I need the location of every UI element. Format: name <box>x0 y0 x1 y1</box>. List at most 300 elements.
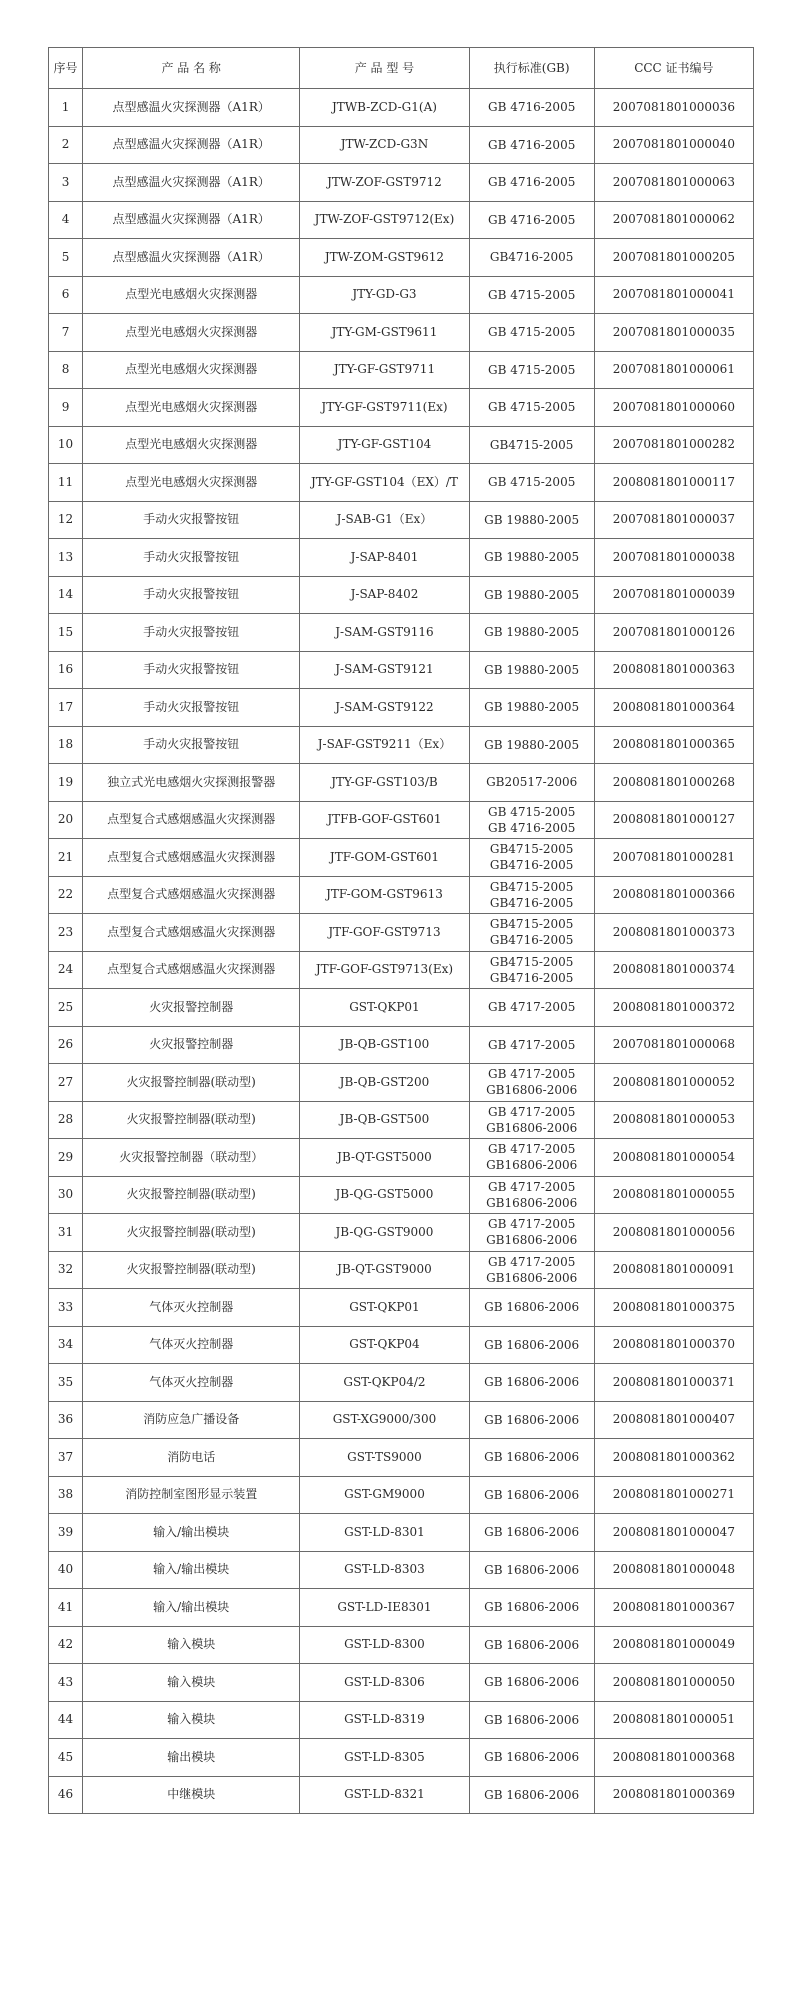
row-product-name: 输入模块 <box>83 1664 300 1702</box>
row-seq: 17 <box>49 689 83 727</box>
standard-line: GB4716-2005 <box>489 858 574 873</box>
standard-line: GB 19880-2005 <box>484 625 580 640</box>
row-product-name: 火灾报警控制器(联动型) <box>83 1176 300 1214</box>
standard-line: GB 19880-2005 <box>484 587 580 602</box>
row-standard <box>469 876 594 914</box>
row-product-model: GST-QKP04/2 <box>300 1364 469 1402</box>
standard-line: GB16806-2006 <box>486 1083 578 1098</box>
row-standard <box>469 201 594 239</box>
standard-line: GB 16806-2006 <box>484 1300 580 1315</box>
row-product-name: 点型光电感烟火灾探测器 <box>83 389 300 427</box>
standard-line: GB4716-2005 <box>489 933 574 948</box>
row-product-name: 输出模块 <box>83 1739 300 1777</box>
table-row <box>49 1776 754 1814</box>
row-product-model: GST-LD-8301 <box>300 1514 469 1552</box>
row-ccc-cert: 2007081801000041 <box>594 276 753 314</box>
row-ccc-cert: 2008081801000363 <box>594 651 753 689</box>
table-row <box>49 314 754 352</box>
row-product-name: 手动火灾报警按钮 <box>83 539 300 577</box>
row-standard <box>469 1364 594 1402</box>
row-product-model: JTFB-GOF-GST601 <box>300 801 469 839</box>
row-product-model: J-SAM-GST9116 <box>300 614 469 652</box>
row-seq: 12 <box>49 501 83 539</box>
table-header-row <box>49 48 754 89</box>
standard-line: GB 4716-2005 <box>487 820 576 835</box>
row-product-name: 消防应急广播设备 <box>83 1401 300 1439</box>
row-ccc-cert: 2008081801000049 <box>594 1626 753 1664</box>
row-product-model: JTF-GOM-GST601 <box>300 839 469 877</box>
table-row <box>49 1214 754 1252</box>
table-row <box>49 651 754 689</box>
row-seq: 35 <box>49 1364 83 1402</box>
standard-line: GB 16806-2006 <box>484 1487 580 1502</box>
standard-line: GB 4715-2005 <box>487 325 576 340</box>
table-row <box>49 1551 754 1589</box>
row-seq: 43 <box>49 1664 83 1702</box>
row-standard <box>469 576 594 614</box>
standard-line: GB 16806-2006 <box>484 1675 580 1690</box>
row-product-name: 气体灭火控制器 <box>83 1364 300 1402</box>
row-standard <box>469 764 594 802</box>
row-seq: 29 <box>49 1139 83 1177</box>
standard-line: GB 19880-2005 <box>484 737 580 752</box>
row-ccc-cert: 2008081801000373 <box>594 914 753 952</box>
row-standard <box>469 1439 594 1477</box>
row-seq: 9 <box>49 389 83 427</box>
header-ccc-cert: CCC 证书编号 <box>594 48 753 89</box>
table-row <box>49 839 754 877</box>
standard-line: GB 4717-2005 <box>487 1217 576 1232</box>
row-product-name: 输入/输出模块 <box>83 1589 300 1627</box>
row-product-name: 点型复合式感烟感温火灾探测器 <box>83 876 300 914</box>
row-product-name: 点型复合式感烟感温火灾探测器 <box>83 801 300 839</box>
standard-line: GB4715-2005 <box>489 879 574 894</box>
table-row <box>49 1101 754 1139</box>
table-row <box>49 876 754 914</box>
standard-line: GB 4717-2005 <box>487 1179 576 1194</box>
standard-line: GB16806-2006 <box>486 1120 578 1135</box>
table-row <box>49 1739 754 1777</box>
table-row <box>49 764 754 802</box>
standard-line: GB 16806-2006 <box>484 1337 580 1352</box>
standard-line: GB4715-2005 <box>489 842 574 857</box>
row-ccc-cert: 2008081801000271 <box>594 1476 753 1514</box>
row-seq: 31 <box>49 1214 83 1252</box>
row-ccc-cert: 2008081801000371 <box>594 1364 753 1402</box>
row-seq: 19 <box>49 764 83 802</box>
row-product-name: 中继模块 <box>83 1776 300 1814</box>
row-ccc-cert: 2008081801000054 <box>594 1139 753 1177</box>
table-row <box>49 914 754 952</box>
row-ccc-cert: 2008081801000050 <box>594 1664 753 1702</box>
table-row <box>49 1589 754 1627</box>
row-standard <box>469 1101 594 1139</box>
standard-line: GB 4717-2005 <box>487 1000 576 1015</box>
row-ccc-cert: 2008081801000369 <box>594 1776 753 1814</box>
row-ccc-cert: 2008081801000055 <box>594 1176 753 1214</box>
row-seq: 26 <box>49 1026 83 1064</box>
standard-line: GB16806-2006 <box>486 1195 578 1210</box>
row-standard <box>469 1176 594 1214</box>
row-product-model: GST-LD-8303 <box>300 1551 469 1589</box>
table-row <box>49 539 754 577</box>
row-product-model: JTY-GF-GST9711 <box>300 351 469 389</box>
row-product-model: JTY-GF-GST104（EX）/T <box>300 464 469 502</box>
row-standard <box>469 1739 594 1777</box>
table-row <box>49 1326 754 1364</box>
row-seq: 27 <box>49 1064 83 1102</box>
row-ccc-cert: 2007081801000068 <box>594 1026 753 1064</box>
row-ccc-cert: 2008081801000268 <box>594 764 753 802</box>
row-product-model: JB-QB-GST500 <box>300 1101 469 1139</box>
row-standard <box>469 801 594 839</box>
row-standard <box>469 1401 594 1439</box>
row-product-model: JTWB-ZCD-G1(A) <box>300 89 469 127</box>
row-product-name: 手动火灾报警按钮 <box>83 651 300 689</box>
row-product-model: GST-LD-8321 <box>300 1776 469 1814</box>
row-product-name: 点型光电感烟火灾探测器 <box>83 426 300 464</box>
row-ccc-cert: 2007081801000037 <box>594 501 753 539</box>
row-seq: 38 <box>49 1476 83 1514</box>
row-ccc-cert: 2008081801000091 <box>594 1251 753 1289</box>
standard-line: GB 4717-2005 <box>487 1067 576 1082</box>
standard-line: GB 4716-2005 <box>487 175 576 190</box>
table-row <box>49 501 754 539</box>
standard-line: GB 16806-2006 <box>484 1637 580 1652</box>
standard-line: GB 4715-2005 <box>487 804 576 819</box>
table-row <box>49 351 754 389</box>
table-row <box>49 614 754 652</box>
row-product-name: 点型复合式感烟感温火灾探测器 <box>83 914 300 952</box>
table-row <box>49 1476 754 1514</box>
table-row <box>49 1139 754 1177</box>
row-seq: 46 <box>49 1776 83 1814</box>
row-product-model: GST-GM9000 <box>300 1476 469 1514</box>
row-seq: 25 <box>49 989 83 1027</box>
row-standard <box>469 1514 594 1552</box>
row-ccc-cert: 2007081801000205 <box>594 239 753 277</box>
table-row <box>49 426 754 464</box>
row-product-model: GST-LD-8306 <box>300 1664 469 1702</box>
row-standard <box>469 89 594 127</box>
row-seq: 18 <box>49 726 83 764</box>
row-seq: 34 <box>49 1326 83 1364</box>
row-ccc-cert: 2008081801000053 <box>594 1101 753 1139</box>
table-row <box>49 389 754 427</box>
row-ccc-cert: 2007081801000060 <box>594 389 753 427</box>
row-ccc-cert: 2007081801000126 <box>594 614 753 652</box>
table-body <box>49 89 754 1814</box>
row-standard <box>469 1026 594 1064</box>
row-standard <box>469 1701 594 1739</box>
row-standard <box>469 164 594 202</box>
header-standard: 执行标准(GB) <box>469 48 594 89</box>
row-product-name: 点型光电感烟火灾探测器 <box>83 464 300 502</box>
row-seq: 10 <box>49 426 83 464</box>
row-seq: 2 <box>49 126 83 164</box>
standard-line: GB4715-2005 <box>489 437 574 452</box>
row-seq: 3 <box>49 164 83 202</box>
row-seq: 21 <box>49 839 83 877</box>
row-seq: 44 <box>49 1701 83 1739</box>
row-seq: 7 <box>49 314 83 352</box>
row-product-model: GST-LD-8300 <box>300 1626 469 1664</box>
row-product-model: JB-QB-GST200 <box>300 1064 469 1102</box>
table-row <box>49 239 754 277</box>
row-standard <box>469 1626 594 1664</box>
table-row <box>49 726 754 764</box>
row-product-model: JTY-GD-G3 <box>300 276 469 314</box>
table-row <box>49 1514 754 1552</box>
standard-line: GB16806-2006 <box>486 1158 578 1173</box>
standard-line: GB20517-2006 <box>486 775 578 790</box>
row-product-model: JB-QG-GST9000 <box>300 1214 469 1252</box>
row-standard <box>469 1551 594 1589</box>
row-ccc-cert: 2008081801000407 <box>594 1401 753 1439</box>
row-seq: 30 <box>49 1176 83 1214</box>
row-ccc-cert: 2008081801000051 <box>594 1701 753 1739</box>
standard-line: GB 19880-2005 <box>484 550 580 565</box>
row-standard <box>469 1776 594 1814</box>
table-row <box>49 1626 754 1664</box>
row-product-name: 点型感温火灾探测器（A1R） <box>83 201 300 239</box>
standard-line: GB4716-2005 <box>489 895 574 910</box>
row-product-model: J-SAP-8402 <box>300 576 469 614</box>
standard-line: GB 4717-2005 <box>487 1037 576 1052</box>
row-product-name: 火灾报警控制器(联动型) <box>83 1214 300 1252</box>
table-row <box>49 126 754 164</box>
row-product-model: JTW-ZCD-G3N <box>300 126 469 164</box>
row-product-model: JTY-GF-GST9711(Ex) <box>300 389 469 427</box>
row-seq: 33 <box>49 1289 83 1327</box>
table-row <box>49 1701 754 1739</box>
row-product-model: GST-TS9000 <box>300 1439 469 1477</box>
row-ccc-cert: 2008081801000365 <box>594 726 753 764</box>
row-product-name: 输入模块 <box>83 1626 300 1664</box>
row-standard <box>469 1214 594 1252</box>
row-product-name: 火灾报警控制器 <box>83 989 300 1027</box>
standard-line: GB 16806-2006 <box>484 1562 580 1577</box>
row-ccc-cert: 2008081801000127 <box>594 801 753 839</box>
row-seq: 11 <box>49 464 83 502</box>
row-ccc-cert: 2007081801000038 <box>594 539 753 577</box>
row-seq: 13 <box>49 539 83 577</box>
row-seq: 16 <box>49 651 83 689</box>
row-product-name: 输入/输出模块 <box>83 1551 300 1589</box>
row-product-model: J-SAM-GST9122 <box>300 689 469 727</box>
row-standard <box>469 1664 594 1702</box>
row-seq: 6 <box>49 276 83 314</box>
row-ccc-cert: 2008081801000362 <box>594 1439 753 1477</box>
row-product-name: 气体灭火控制器 <box>83 1289 300 1327</box>
row-product-model: JTW-ZOF-GST9712(Ex) <box>300 201 469 239</box>
table-row <box>49 1289 754 1327</box>
row-product-name: 点型光电感烟火灾探测器 <box>83 276 300 314</box>
row-ccc-cert: 2007081801000062 <box>594 201 753 239</box>
standard-line: GB 4715-2005 <box>487 287 576 302</box>
row-ccc-cert: 2008081801000370 <box>594 1326 753 1364</box>
table-row <box>49 201 754 239</box>
row-product-model: JTF-GOF-GST9713(Ex) <box>300 951 469 989</box>
row-ccc-cert: 2007081801000281 <box>594 839 753 877</box>
table-row <box>49 1026 754 1064</box>
row-product-model: JB-QB-GST100 <box>300 1026 469 1064</box>
row-product-name: 点型光电感烟火灾探测器 <box>83 314 300 352</box>
row-product-model: JTY-GM-GST9611 <box>300 314 469 352</box>
row-seq: 23 <box>49 914 83 952</box>
row-product-model: GST-QKP01 <box>300 989 469 1027</box>
row-standard <box>469 314 594 352</box>
standard-line: GB 16806-2006 <box>484 1525 580 1540</box>
row-standard <box>469 1476 594 1514</box>
row-seq: 24 <box>49 951 83 989</box>
table-row <box>49 464 754 502</box>
row-product-name: 火灾报警控制器(联动型) <box>83 1101 300 1139</box>
row-product-name: 输入/输出模块 <box>83 1514 300 1552</box>
row-product-name: 独立式光电感烟火灾探测报警器 <box>83 764 300 802</box>
row-seq: 20 <box>49 801 83 839</box>
row-seq: 32 <box>49 1251 83 1289</box>
row-seq: 1 <box>49 89 83 127</box>
row-seq: 39 <box>49 1514 83 1552</box>
standard-line: GB 4715-2005 <box>487 362 576 377</box>
row-product-name: 手动火灾报警按钮 <box>83 501 300 539</box>
row-seq: 37 <box>49 1439 83 1477</box>
row-product-name: 点型感温火灾探测器（A1R） <box>83 164 300 202</box>
row-seq: 42 <box>49 1626 83 1664</box>
row-seq: 40 <box>49 1551 83 1589</box>
row-standard <box>469 1289 594 1327</box>
standard-line: GB 16806-2006 <box>484 1787 580 1802</box>
table-row <box>49 1401 754 1439</box>
row-ccc-cert: 2008081801000367 <box>594 1589 753 1627</box>
row-seq: 8 <box>49 351 83 389</box>
standard-line: GB 19880-2005 <box>484 700 580 715</box>
standard-line: GB4716-2005 <box>489 970 574 985</box>
row-product-name: 气体灭火控制器 <box>83 1326 300 1364</box>
row-ccc-cert: 2008081801000117 <box>594 464 753 502</box>
row-product-model: GST-LD-8305 <box>300 1739 469 1777</box>
row-standard <box>469 839 594 877</box>
certificate-table <box>48 47 754 1814</box>
row-ccc-cert: 2008081801000364 <box>594 689 753 727</box>
row-product-model: GST-LD-8319 <box>300 1701 469 1739</box>
row-seq: 22 <box>49 876 83 914</box>
standard-line: GB 4717-2005 <box>487 1104 576 1119</box>
standard-line: GB 4716-2005 <box>487 137 576 152</box>
row-product-name: 手动火灾报警按钮 <box>83 726 300 764</box>
row-product-model: GST-LD-IE8301 <box>300 1589 469 1627</box>
table-row <box>49 689 754 727</box>
table-row <box>49 1439 754 1477</box>
table-row <box>49 1664 754 1702</box>
row-ccc-cert: 2007081801000039 <box>594 576 753 614</box>
row-product-model: JTW-ZOM-GST9612 <box>300 239 469 277</box>
row-standard <box>469 1251 594 1289</box>
row-seq: 36 <box>49 1401 83 1439</box>
header-seq: 序号 <box>49 48 83 89</box>
row-product-name: 点型光电感烟火灾探测器 <box>83 351 300 389</box>
table-row <box>49 1251 754 1289</box>
row-standard <box>469 351 594 389</box>
row-product-name: 火灾报警控制器(联动型) <box>83 1251 300 1289</box>
row-product-model: J-SAM-GST9121 <box>300 651 469 689</box>
row-product-name: 点型复合式感烟感温火灾探测器 <box>83 951 300 989</box>
standard-line: GB4716-2005 <box>489 250 574 265</box>
row-standard <box>469 539 594 577</box>
row-seq: 45 <box>49 1739 83 1777</box>
standard-line: GB 16806-2006 <box>484 1600 580 1615</box>
header-product-name: 产 品 名 称 <box>83 48 300 89</box>
row-product-name: 消防控制室图形显示装置 <box>83 1476 300 1514</box>
row-standard <box>469 1064 594 1102</box>
row-product-name: 火灾报警控制器(联动型) <box>83 1064 300 1102</box>
row-product-model: GST-XG9000/300 <box>300 1401 469 1439</box>
row-standard <box>469 239 594 277</box>
row-product-model: J-SAF-GST9211（Ex） <box>300 726 469 764</box>
row-standard <box>469 1589 594 1627</box>
row-product-name: 点型感温火灾探测器（A1R） <box>83 126 300 164</box>
row-product-model: GST-QKP01 <box>300 1289 469 1327</box>
row-seq: 14 <box>49 576 83 614</box>
row-standard <box>469 726 594 764</box>
row-seq: 41 <box>49 1589 83 1627</box>
standard-line: GB 4717-2005 <box>487 1142 576 1157</box>
row-ccc-cert: 2007081801000061 <box>594 351 753 389</box>
row-standard <box>469 1139 594 1177</box>
row-ccc-cert: 2008081801000366 <box>594 876 753 914</box>
row-seq: 28 <box>49 1101 83 1139</box>
row-product-model: JB-QT-GST9000 <box>300 1251 469 1289</box>
row-product-model: JB-QT-GST5000 <box>300 1139 469 1177</box>
row-product-name: 点型感温火灾探测器（A1R） <box>83 239 300 277</box>
standard-line: GB 4715-2005 <box>487 400 576 415</box>
row-standard <box>469 951 594 989</box>
row-product-model: JTY-GF-GST103/B <box>300 764 469 802</box>
row-product-name: 手动火灾报警按钮 <box>83 689 300 727</box>
row-ccc-cert: 2007081801000063 <box>594 164 753 202</box>
row-ccc-cert: 2008081801000047 <box>594 1514 753 1552</box>
row-product-name: 点型感温火灾探测器（A1R） <box>83 89 300 127</box>
row-standard <box>469 614 594 652</box>
row-ccc-cert: 2008081801000372 <box>594 989 753 1027</box>
row-product-name: 点型复合式感烟感温火灾探测器 <box>83 839 300 877</box>
row-standard <box>469 126 594 164</box>
row-standard <box>469 1326 594 1364</box>
row-standard <box>469 501 594 539</box>
row-standard <box>469 689 594 727</box>
row-product-model: GST-QKP04 <box>300 1326 469 1364</box>
row-ccc-cert: 2008081801000368 <box>594 1739 753 1777</box>
row-standard <box>469 651 594 689</box>
standard-line: GB 4716-2005 <box>487 100 576 115</box>
table-row <box>49 951 754 989</box>
table-row <box>49 164 754 202</box>
table-row <box>49 576 754 614</box>
row-ccc-cert: 2007081801000282 <box>594 426 753 464</box>
standard-line: GB4715-2005 <box>489 917 574 932</box>
table-row <box>49 989 754 1027</box>
row-product-model: J-SAB-G1（Ex） <box>300 501 469 539</box>
standard-line: GB16806-2006 <box>486 1270 578 1285</box>
row-product-model: JB-QG-GST5000 <box>300 1176 469 1214</box>
row-standard <box>469 989 594 1027</box>
standard-line: GB 4716-2005 <box>487 212 576 227</box>
table-row <box>49 1064 754 1102</box>
row-standard <box>469 914 594 952</box>
standard-line: GB 19880-2005 <box>484 512 580 527</box>
row-ccc-cert: 2008081801000052 <box>594 1064 753 1102</box>
